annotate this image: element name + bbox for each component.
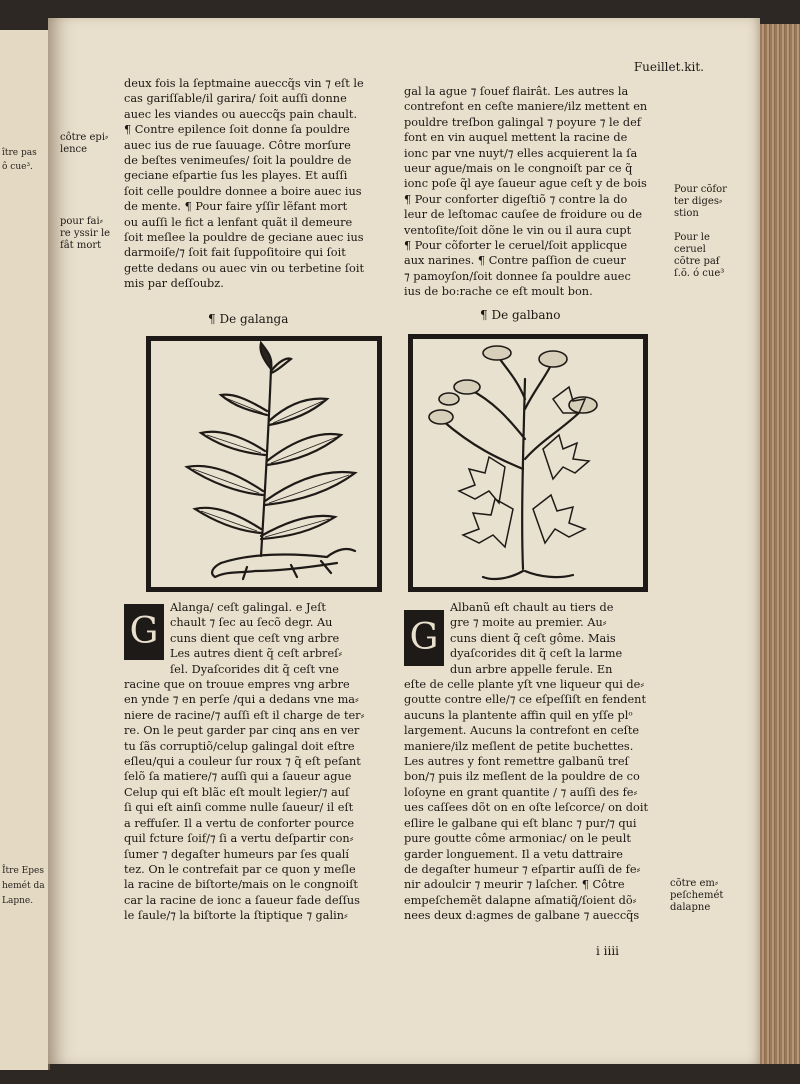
decorated-initial-galbano: G xyxy=(404,610,444,666)
text-line: font en vin auquel mettent la racine de xyxy=(404,131,628,145)
text-line: contrefont en ceſte maniere/ilz mettent en xyxy=(404,100,648,114)
text-line: deux fois la ſeptmaine aueccq̃s vin ⁊ eſt le xyxy=(124,77,364,90)
text-line: dun arbre appelle ferule. En xyxy=(450,662,613,676)
text-line: gal la ague ⁊ ſouef flairât. Les autres la xyxy=(404,85,629,98)
text-line: tez. On le contrefait par ce quon y meſle xyxy=(124,862,356,876)
text-line: re. On le peut garder par cinq ans en ver xyxy=(124,724,360,738)
text-line: gre ⁊ moite au premier. Au⸗ xyxy=(450,616,607,630)
text-line: empeſchemẽt dalapne aſmatiq̃/ſoient dõ⸗ xyxy=(404,893,637,907)
text-line: chault ⁊ ſec au ſecõ degr. Au xyxy=(170,616,333,630)
left-page-fragment: ô cue³. xyxy=(2,162,33,172)
woodcut-galanga xyxy=(146,336,382,592)
text-line: quil fcture ſoif/⁊ ſi a vertu deſpartir con⸗ xyxy=(124,832,354,846)
text-line: le ſaule/⁊ la biſtorte la ſtiptique ⁊ galin⸗ xyxy=(124,909,348,923)
text-line: cuns dient q̃ ceſt gôme. Mais xyxy=(450,631,616,645)
left-page-fragment: ître pas xyxy=(2,148,37,158)
column-left-top xyxy=(124,76,388,292)
text-line: mis par deſſoubz. xyxy=(124,277,224,291)
text-line: en ynde ⁊ en perſe /qui a dedans vne ma⸗ xyxy=(124,693,359,707)
text-line: ſel. Dyaſcorides dit q̃ ceſt vne xyxy=(170,662,339,676)
text-line: de degaſter humeur ⁊ eſpartir auſſi de fe⸗ xyxy=(404,862,641,876)
text-line: ¶ Pour conforter digeſtiõ ⁊ contre la do xyxy=(404,192,628,206)
left-page-fragment: hemét da xyxy=(2,881,45,891)
text-line: pure goutte côme armoniac/ on le peult xyxy=(404,832,631,846)
text-line: car la racine de ionc a ſaueur fade deſſus xyxy=(124,893,360,907)
text-line: Les autres y font remettre galbanũ treſ xyxy=(404,755,629,769)
decorated-initial-galanga: G xyxy=(124,604,164,660)
text-line: Albanũ eſt chault au tiers de xyxy=(450,601,614,614)
galanga-plant-illustration xyxy=(151,341,377,587)
text-line: largement. Aucuns la contrefont en ceſte xyxy=(404,724,640,738)
left-page-fragment: Ître Epes xyxy=(2,866,44,876)
margin-note-digestion: Pour cõfor ter diges⸗ stion xyxy=(674,184,727,219)
text-line: niere de racine/⁊ auſſi eſt il charge de ter⸗ xyxy=(124,708,365,722)
signature-mark: i iiii xyxy=(596,944,620,958)
text-line: eſte de celle plante yſt vne liqueur qui de⸗ xyxy=(404,678,645,692)
caption-galbano: ¶ De galbano xyxy=(480,308,561,322)
text-line: auec les viandes ou aueccq̃s pain chault. xyxy=(124,107,358,121)
text-line: ius de bo:rache ce eſt moult bon. xyxy=(404,285,593,299)
column-right-top xyxy=(404,84,670,300)
margin-note-dalapne: cõtre em⸗ peſchemét dalapne xyxy=(670,878,724,913)
text-line: eſlire le galbane qui eſt blanc ⁊ pur/⁊ qui xyxy=(404,816,637,830)
text-line: garder longuement. Il a vetu dattraire xyxy=(404,847,623,861)
text-line: bon/⁊ puis ilz meſlent de la pouldre de co xyxy=(404,770,640,784)
text-line: Alanga/ ceſt galingal. e Jeſt xyxy=(170,601,326,614)
text-line: ueur ague/mais on le congnoiſt par ce q̃ xyxy=(404,162,633,176)
text-line: nees deux d:agmes de galbane ⁊ aueccq̃s xyxy=(404,909,640,923)
woodcut-galbano xyxy=(408,334,648,592)
column-left-bottom xyxy=(124,600,390,924)
text-line: aux narines. ¶ Contre paſſion de cueur xyxy=(404,254,626,268)
folio-header: Fueillet.kit. xyxy=(633,60,704,74)
text-line: goutte contre elle/⁊ ce eſpeſſiſt en fendent xyxy=(404,693,646,707)
text-line: nir adoulcir ⁊ meurir ⁊ laſcher. ¶ Côtre xyxy=(404,878,625,892)
text-line: ues caſſees dõt on en oſte leſcorce/ on doit xyxy=(404,801,648,815)
text-line: ventoſite/ſoit dõne le vin ou il aura cupt xyxy=(404,223,632,237)
caption-galanga: ¶ De galanga xyxy=(208,312,289,326)
text-line: aucuns la plantente affin quil en yſſe plᵒ xyxy=(404,708,633,722)
text-line: ſoit celle pouldre donnee a boire auec ius xyxy=(124,184,362,198)
text-line: gette dedans ou auec vin ou terbetine ſoit xyxy=(124,261,365,275)
text-line: eſleu/qui a couleur ſur roux ⁊ q̃ eſt peſant xyxy=(124,755,361,769)
margin-note-epilence: côtre epi⸗ lence xyxy=(60,132,109,155)
text-line: cuns dient que ceſt vng arbre xyxy=(170,631,340,645)
text-line: cas gariſſable/il garira/ ſoit auſſi donne xyxy=(124,92,347,106)
text-line: auec ius de rue ſauuage. Côtre morſure xyxy=(124,138,351,152)
text-line: ionc poſe q̃l aye ſaueur ague ceſt y de bois xyxy=(404,177,647,191)
text-line: leur de leſtomac cauſee de froidure ou de xyxy=(404,208,643,222)
left-page-strip xyxy=(0,30,50,1070)
text-line: de beſtes venimeuſes/ ſoit la pouldre de xyxy=(124,154,352,168)
margin-note-ceruel: Pour le ceruel cõtre paẜ ſ.õ. ó cue³ xyxy=(674,232,725,279)
page-edges xyxy=(760,24,800,1064)
text-line: ¶ Contre epilence ſoit donne ſa pouldre xyxy=(124,123,350,137)
text-line: dyaſcorides dit q̃ ceſt la larme xyxy=(450,647,623,661)
text-line: pouldre treſbon galingal ⁊ poyure ⁊ le def xyxy=(404,115,641,129)
text-line: tu ſãs corruptiõ/celup galingal doit eſtre xyxy=(124,739,355,753)
text-line: ⁊ pamoyſon/ſoit donnee ſa pouldre auec xyxy=(404,269,631,283)
text-line: Les autres dient q̃ ceſt arbreſ⸗ xyxy=(170,647,343,661)
text-line: ſoit meſlee la pouldre de geciane auec ius xyxy=(124,231,364,245)
text-line: ſelõ ſa matiere/⁊ auſſi qui a ſaueur ague xyxy=(124,770,352,784)
column-right-bottom xyxy=(404,600,672,924)
text-line: ſumer ⁊ degaſter humeurs par ſes qualí xyxy=(124,847,350,861)
margin-note-dead-child: pour fai⸗ re yssir le fât mort xyxy=(60,216,111,251)
galbano-plant-illustration xyxy=(413,339,643,587)
text-line: geciane eſpartie ſus les playes. Et auſſi xyxy=(124,169,348,183)
text-line: racine que on trouue empres vng arbre xyxy=(124,678,350,692)
text-line: ¶ Pour cõforter le ceruel/ſoit applicque xyxy=(404,239,628,253)
text-line: de mente. ¶ Pour faire yſſir lẽfant mort xyxy=(124,200,348,214)
text-line: a reffuſer. Il a vertu de conforter pource xyxy=(124,816,355,830)
text-line: maniere/ilz meſlent de petite buchettes. xyxy=(404,739,634,753)
text-line: Celup qui eſt blãc eſt moult legier/⁊ auſ xyxy=(124,785,350,799)
text-line: la racine de biſtorte/mais on le congnoiſt xyxy=(124,878,358,892)
text-line: loſoyne en grant quantite / ⁊ auſſi des fe⸗ xyxy=(404,785,638,799)
left-page-fragment: Lapne. xyxy=(2,896,34,906)
text-line: darmoiſe/⁊ ſoit fait ſuppoſitoire qui ſoit xyxy=(124,246,346,260)
text-line: ionc par vne nuyt/⁊ elles acquierent la ſa xyxy=(404,146,638,160)
text-line: ou auſſi le fict a lenfant quãt il demeure xyxy=(124,215,353,229)
text-line: ſi qui eſt ainſi comme nulle ſaueur/ il eſt xyxy=(124,801,354,815)
